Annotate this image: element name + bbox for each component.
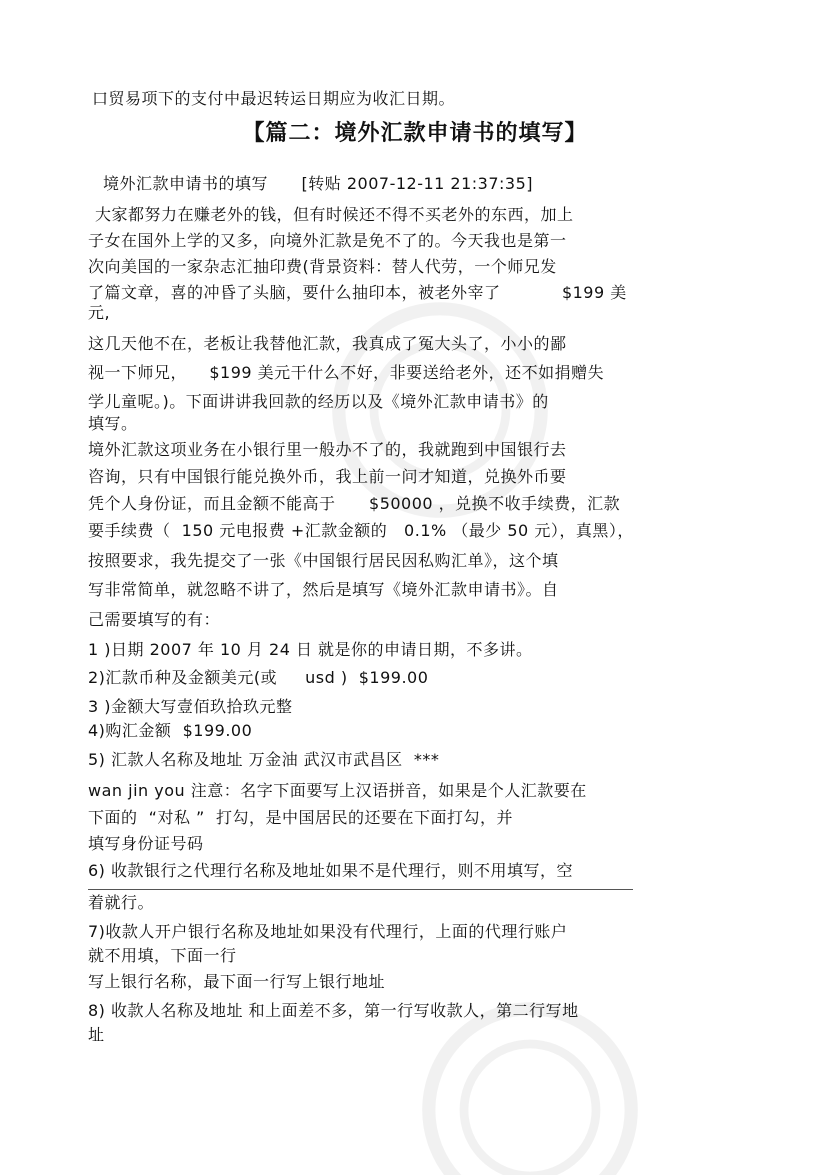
body-line: 己需要填写的有： — [88, 610, 221, 629]
body-line: 凭个人身份证，而且金额不能高于 $50000 ，兑换不收手续费，汇款 — [88, 494, 621, 513]
body-line: 子女在国外上学的又多，向境外汇款是免不了的。今天我也是第一 — [88, 231, 567, 250]
list-item: 6) 收款银行之代理行名称及地址如果不是代理行，则不用填写，空 — [88, 861, 574, 880]
body-line: 咨询，只有中国银行能兑换外币，我上前一问才知道，兑换外币要 — [88, 467, 567, 486]
body-line: 填写身份证号码 — [88, 834, 204, 853]
list-item: 5) 汇款人名称及地址 万金油 武汉市武昌区 *** — [88, 750, 440, 769]
body-line: wan jin you 注意：名字下面要写上汉语拼音，如果是个人汇款要在 — [88, 781, 587, 800]
list-item: 7)收款人开户银行名称及地址如果没有代理行，上面的代理行账户 — [88, 922, 568, 941]
list-item: 1 )日期 2007 年 10 月 24 日 就是你的申请日期，不多讲。 — [88, 640, 533, 659]
article-heading: 境外汇款申请书的填写 [转贴 2007-12-11 21:37:35] — [103, 174, 534, 193]
body-line: 写非常简单，就忽略不讲了，然后是填写《境外汇款申请书》。自 — [88, 580, 559, 599]
watermark-seal-icon — [420, 1000, 640, 1175]
body-line: 视一下师兄， $199 美元干什么不好，非要送给老外，还不如捐赠失 — [88, 363, 605, 382]
body-line: 要手续费（ 150 元电报费 +汇款金额的 0.1% （最少 50 元），真黑）， — [88, 521, 634, 540]
body-line: 下面的 “对私 ” 打勾，是中国居民的还要在下面打勾，并 — [88, 808, 514, 827]
body-line: 了篇文章，喜的冲昏了头脑，要什么抽印本，被老外宰了 $199 美 — [88, 283, 627, 302]
body-line: 填写。 — [88, 414, 138, 433]
body-line: 这几天他不在，老板让我替他汇款，我真成了冤大头了，小小的鄙 — [88, 334, 567, 353]
body-line: 就不用填，下面一行 — [88, 946, 237, 965]
body-line: 境外汇款这项业务在小银行里一般办不了的，我就跑到中国银行去 — [88, 440, 567, 459]
body-line: 元, — [88, 303, 111, 322]
list-item: 3 )金额大写壹佰玖拾玖元整 — [88, 697, 293, 716]
divider-line — [88, 889, 633, 890]
intro-line: 口贸易项下的支付中最迟转运日期应为收汇日期。 — [92, 89, 456, 108]
body-line: 着就行。 — [88, 893, 155, 912]
list-item: 4)购汇金额 $199.00 — [88, 721, 253, 740]
body-line: 次向美国的一家杂志汇抽印费(背景资料：替人代劳，一个师兄发 — [88, 257, 557, 276]
list-item: 2)汇款币种及金额美元(或 usd ) $199.00 — [88, 668, 429, 687]
body-line: 大家都努力在赚老外的钱，但有时候还不得不买老外的东西，加上 — [95, 205, 574, 224]
section-title: 【篇二：境外汇款申请书的填写】 — [242, 121, 588, 146]
body-line: 学儿童呢。)。下面讲讲我回款的经历以及《境外汇款申请书》的 — [88, 392, 549, 411]
list-item: 8) 收款人名称及地址 和上面差不多，第一行写收款人，第二行写地 — [88, 1001, 579, 1020]
body-line: 写上银行名称，最下面一行写上银行地址 — [88, 972, 386, 991]
body-line: 按照要求，我先提交了一张《中国银行居民因私购汇单》，这个填 — [88, 551, 559, 570]
body-line: 址 — [88, 1025, 105, 1044]
